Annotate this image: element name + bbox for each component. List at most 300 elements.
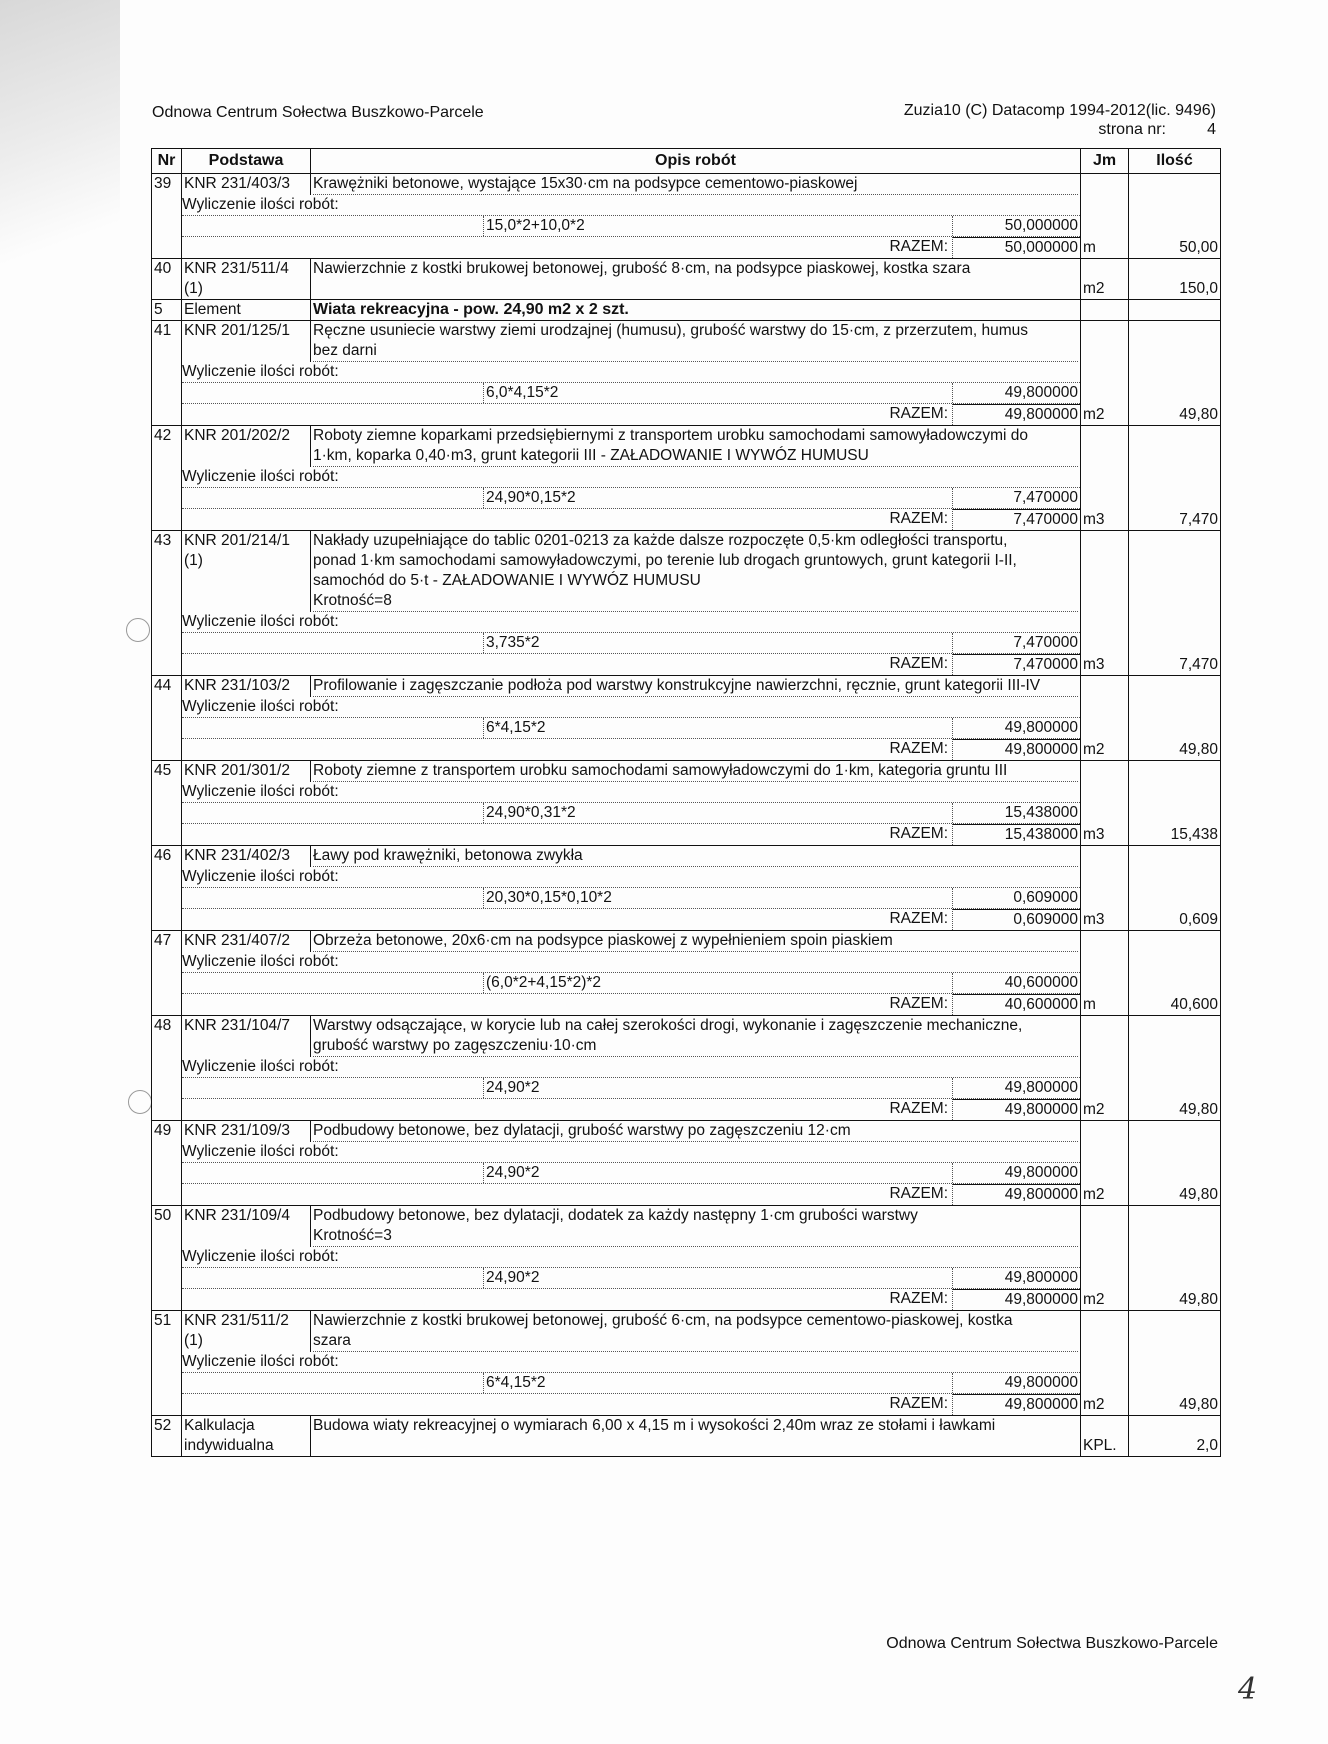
calc-label: Wyliczenie ilości robót:: [182, 195, 1080, 216]
formula-value: 49,800000: [952, 383, 1080, 403]
quantity: 49,80: [1179, 1396, 1218, 1413]
unit-cell: [1081, 321, 1129, 426]
col-header-nr: Nr: [152, 149, 182, 174]
formula-row: [182, 1078, 1080, 1099]
calc-row: [152, 1247, 1221, 1311]
item-number-cell-cont: [152, 362, 182, 426]
total-row: [182, 654, 1080, 675]
unit-cell: [1081, 259, 1129, 300]
table-row: [152, 426, 1221, 468]
quantity-calculation: [182, 867, 1081, 931]
formula-spacer: [182, 973, 483, 993]
formula-spacer: [182, 633, 483, 653]
item-number: 47: [154, 932, 172, 949]
basis-cell: [182, 846, 311, 868]
unit-cell: [1081, 761, 1129, 846]
header-software-info: [904, 101, 1216, 139]
basis-line: KNR 231/407/2: [184, 932, 290, 949]
description-line: Roboty ziemne koparkami przedsiębiernymi z transportem urobku samochodami samowyładowczymi do: [313, 427, 1029, 444]
description-block: [313, 1206, 1078, 1247]
quantity-cell: [1129, 531, 1221, 676]
calc-label: Wyliczenie ilości robót:: [182, 1352, 1080, 1373]
table-row: [152, 1016, 1221, 1058]
formula-row: [182, 1163, 1080, 1184]
total-label: RAZEM:: [889, 405, 948, 422]
col-header-jm: Jm: [1081, 149, 1129, 174]
formula: (6,0*2+4,15*2)*2: [483, 973, 952, 993]
formula: 24,90*0,31*2: [483, 803, 952, 823]
calc-row: [152, 867, 1221, 931]
page-number: 4: [1207, 121, 1216, 138]
formula: 3,735*2: [483, 633, 952, 653]
basis-line: (1): [184, 280, 203, 297]
total-value: 49,800000: [952, 404, 1080, 425]
item-number-cell: [152, 174, 182, 196]
quantity: 50,00: [1179, 239, 1218, 256]
description-line: Profilowanie i zagęszczanie podłoża pod warstwy konstrukcyjne nawierzchni, ręcznie, grunt kategorii III-IV: [313, 677, 1041, 694]
basis-cell: [182, 1016, 311, 1058]
description-block: [313, 174, 1078, 195]
basis-cell: [182, 1121, 311, 1143]
formula-value: 40,600000: [952, 973, 1080, 993]
unit: m: [1083, 239, 1096, 256]
calc-label: Wyliczenie ilości robót:: [182, 697, 1080, 718]
calc-label: Wyliczenie ilości robót:: [182, 952, 1080, 973]
description-block: [313, 531, 1078, 612]
item-number: 48: [154, 1017, 172, 1034]
formula-spacer: [182, 216, 483, 236]
formula-row: [182, 1268, 1080, 1289]
item-number-cell: [152, 761, 182, 783]
formula-value: 0,609000: [952, 888, 1080, 908]
header-page-line: [904, 120, 1216, 139]
unit-cell: [1081, 676, 1129, 761]
quantity-cell: [1129, 1121, 1221, 1206]
basis-cell: [182, 259, 311, 300]
calc-row: [152, 1352, 1221, 1416]
punch-hole-mark: [126, 618, 150, 642]
basis-cell: [182, 1311, 311, 1353]
item-number-cell-cont: [152, 1057, 182, 1121]
calc-row: [152, 467, 1221, 531]
quantity-cell: [1129, 1016, 1221, 1121]
item-number-cell-cont: [152, 1142, 182, 1206]
quantity-cell: [1129, 931, 1221, 1016]
total-value: 40,600000: [952, 994, 1080, 1015]
quantity: 49,80: [1179, 406, 1218, 423]
quantity-calculation: [182, 1057, 1081, 1121]
description-line: Warstwy odsączające, w korycie lub na całej szerokości drogi, wykonanie i zagęszczenie mechaniczne,: [313, 1017, 1023, 1034]
description-line: Krotność=8: [313, 592, 392, 609]
description-block: [313, 676, 1078, 697]
unit-cell: [1081, 531, 1129, 676]
description-cell: [311, 259, 1081, 300]
item-number: 42: [154, 427, 172, 444]
quantity-cell: [1129, 1311, 1221, 1416]
description-block: [313, 1416, 1078, 1436]
item-number-cell-cont: [152, 867, 182, 931]
formula-row: [182, 718, 1080, 739]
table-row: [152, 1416, 1221, 1457]
description-line: Budowa wiaty rekreacyjnej o wymiarach 6,00 x 4,15 m i wysokości 2,40m wraz ze stołami i ławkami: [313, 1417, 996, 1434]
quantity-cell: [1129, 846, 1221, 931]
formula-value: 7,470000: [952, 633, 1080, 653]
page-label: strona nr:: [1098, 121, 1166, 138]
item-number: 43: [154, 532, 172, 549]
description-line: Nawierzchnie z kostki brukowej betonowej, grubość 8·cm, na podsypce piaskowej, kostka szara: [313, 260, 971, 277]
col-header-opis: Opis robót: [311, 149, 1081, 174]
table-row: [152, 1311, 1221, 1353]
calc-label: Wyliczenie ilości robót:: [182, 612, 1080, 633]
formula-row: [182, 383, 1080, 404]
formula-row: [182, 1373, 1080, 1394]
unit: m2: [1083, 1396, 1105, 1413]
description-cell: [311, 531, 1081, 613]
quantity-cell: [1129, 259, 1221, 300]
unit: m2: [1083, 1186, 1105, 1203]
unit-cell: [1081, 1016, 1129, 1121]
item-number-cell: [152, 1016, 182, 1058]
unit: m2: [1083, 741, 1105, 758]
item-number: 40: [154, 260, 172, 277]
description-block: [313, 761, 1078, 782]
basis-line: Element: [184, 301, 241, 318]
quantity-calculation: [182, 612, 1081, 676]
calc-label: Wyliczenie ilości robót:: [182, 867, 1080, 888]
item-number-cell-cont: [152, 612, 182, 676]
total-label: RAZEM:: [889, 995, 948, 1012]
table-row: [152, 1206, 1221, 1248]
scan-edge-shadow: [0, 0, 120, 400]
formula-value: 49,800000: [952, 1373, 1080, 1393]
formula-value: 49,800000: [952, 718, 1080, 738]
total-label: RAZEM:: [889, 238, 948, 255]
calc-label: Wyliczenie ilości robót:: [182, 362, 1080, 383]
basis-cell: [182, 531, 311, 613]
unit: m2: [1083, 1291, 1105, 1308]
total-label: RAZEM:: [889, 825, 948, 842]
item-number-cell: [152, 426, 182, 468]
quantity-cell: [1129, 1416, 1221, 1457]
formula: 20,30*0,15*0,10*2: [483, 888, 952, 908]
item-number: 52: [154, 1417, 172, 1434]
formula-value: 50,000000: [952, 216, 1080, 236]
quantity: 0,609: [1179, 911, 1218, 928]
formula-spacer: [182, 1373, 483, 1393]
formula-value: 15,438000: [952, 803, 1080, 823]
description-line: bez darni: [313, 342, 377, 359]
calc-row: [152, 1142, 1221, 1206]
formula: 24,90*0,15*2: [483, 488, 952, 508]
formula-spacer: [182, 1078, 483, 1098]
calc-row: [152, 612, 1221, 676]
total-label: RAZEM:: [889, 510, 948, 527]
item-number-cell: [152, 1416, 182, 1457]
formula: 15,0*2+10,0*2: [483, 216, 952, 236]
item-number-cell: [152, 931, 182, 953]
table-row: [152, 321, 1221, 363]
description-block: [313, 931, 1078, 952]
description-block: [313, 300, 1078, 320]
unit: m2: [1083, 406, 1105, 423]
description-cell: [311, 1311, 1081, 1353]
table-row: [152, 761, 1221, 783]
item-number-cell: [152, 531, 182, 613]
basis-cell: [182, 676, 311, 698]
quantity-cell: [1129, 761, 1221, 846]
basis-cell: [182, 174, 311, 196]
item-number: 46: [154, 847, 172, 864]
total-row: [182, 237, 1080, 258]
total-value: 50,000000: [952, 237, 1080, 258]
description-cell: [311, 426, 1081, 468]
description-line: szara: [313, 1332, 351, 1349]
description-line: Nawierzchnie z kostki brukowej betonowej, grubość 6·cm, na podsypce cementowo-piaskowej, kostka: [313, 1312, 1013, 1329]
punch-hole-mark: [128, 1090, 152, 1114]
basis-line: indywidualna: [184, 1437, 274, 1454]
total-label: RAZEM:: [889, 910, 948, 927]
basis-cell: [182, 300, 311, 321]
description-cell: [311, 1121, 1081, 1143]
formula-spacer: [182, 718, 483, 738]
description-line: ponad 1·km samochodami samowyładowczymi, po terenie lub drogach gruntowych, grunt kategorii I-II,: [313, 552, 1017, 569]
calc-label: Wyliczenie ilości robót:: [182, 1142, 1080, 1163]
calc-label: Wyliczenie ilości robót:: [182, 782, 1080, 803]
quantity-cell: [1129, 676, 1221, 761]
total-value: 15,438000: [952, 824, 1080, 845]
unit: m2: [1083, 280, 1105, 297]
formula-row: [182, 973, 1080, 994]
quantity-calculation: [182, 1142, 1081, 1206]
item-number: 49: [154, 1122, 172, 1139]
description-cell: [311, 676, 1081, 698]
formula: 6*4,15*2: [483, 1373, 952, 1393]
formula: 6*4,15*2: [483, 718, 952, 738]
basis-cell: [182, 1206, 311, 1248]
total-row: [182, 1184, 1080, 1205]
total-row: [182, 824, 1080, 845]
quantity: 15,438: [1170, 826, 1218, 843]
description-line: Nakłady uzupełniające do tablic 0201-0213 za każde dalsze rozpoczęte 0,5·km odległości transportu,: [313, 532, 1008, 549]
item-number-cell: [152, 1311, 182, 1353]
item-number: 44: [154, 677, 172, 694]
basis-cell: [182, 931, 311, 953]
quantity: 7,470: [1179, 511, 1218, 528]
total-row: [182, 739, 1080, 760]
calc-row: [152, 1057, 1221, 1121]
total-value: 49,800000: [952, 1289, 1080, 1310]
basis-line: (1): [184, 1332, 203, 1349]
basis-cell: [182, 426, 311, 468]
unit-cell: [1081, 1121, 1129, 1206]
quantity: 2,0: [1196, 1437, 1218, 1454]
unit-cell: [1081, 1416, 1129, 1457]
quantity: 49,80: [1179, 1101, 1218, 1118]
formula-spacer: [182, 488, 483, 508]
description-cell: [311, 846, 1081, 868]
description-block: [313, 1121, 1078, 1142]
quantity-calculation: [182, 952, 1081, 1016]
total-row: [182, 994, 1080, 1015]
unit-cell: [1081, 174, 1129, 259]
table-row: [152, 259, 1221, 300]
quantity-calculation: [182, 195, 1081, 259]
description-cell: [311, 174, 1081, 196]
total-value: 0,609000: [952, 909, 1080, 930]
description-cell: [311, 1016, 1081, 1058]
unit: m3: [1083, 656, 1105, 673]
description-block: [313, 846, 1078, 867]
basis-line: KNR 231/104/7: [184, 1017, 290, 1034]
total-label: RAZEM:: [889, 1100, 948, 1117]
formula: 6,0*4,15*2: [483, 383, 952, 403]
formula-spacer: [182, 383, 483, 403]
header-license: Zuzia10 (C) Datacomp 1994-2012(lic. 9496): [903, 102, 1216, 119]
total-row: [182, 509, 1080, 530]
formula-value: 49,800000: [952, 1163, 1080, 1183]
quantity-calculation: [182, 697, 1081, 761]
total-row: [182, 909, 1080, 930]
calc-row: [152, 782, 1221, 846]
total-row: [182, 404, 1080, 425]
quantity-cell: [1129, 426, 1221, 531]
handwritten-page-number: 4: [1238, 1672, 1258, 1707]
description-line: Krotność=3: [313, 1227, 392, 1244]
description-line: Krawężniki betonowe, wystające 15x30·cm na podsypce cementowo-piaskowej: [313, 175, 858, 192]
item-number-cell: [152, 676, 182, 698]
quantity-calculation: [182, 1352, 1081, 1416]
table-row: [152, 174, 1221, 196]
basis-line: KNR 231/511/2: [184, 1312, 289, 1329]
description-line: Obrzeża betonowe, 20x6·cm na podsypce piaskowej z wypełnieniem spoin piaskiem: [313, 932, 893, 949]
unit: m3: [1083, 511, 1105, 528]
basis-line: KNR 201/301/2: [184, 762, 290, 779]
calc-row: [152, 952, 1221, 1016]
basis-line: KNR 201/214/1: [184, 532, 290, 549]
description-block: [313, 321, 1078, 362]
total-value: 49,800000: [952, 1394, 1080, 1415]
item-number: 39: [154, 175, 172, 192]
table-row: [152, 846, 1221, 868]
col-header-ilosc: Ilość: [1129, 149, 1221, 174]
description-cell: [311, 1206, 1081, 1248]
item-number: 51: [154, 1312, 172, 1329]
basis-line: KNR 231/109/4: [184, 1207, 290, 1224]
unit: m3: [1083, 911, 1105, 928]
description-cell: [311, 300, 1081, 321]
calc-label: Wyliczenie ilości robót:: [182, 1247, 1080, 1268]
formula-row: [182, 216, 1080, 237]
total-value: 7,470000: [952, 654, 1080, 675]
item-number-cell-cont: [152, 697, 182, 761]
formula-spacer: [182, 1163, 483, 1183]
unit: m3: [1083, 826, 1105, 843]
item-number-cell: [152, 1206, 182, 1248]
item-number-cell: [152, 259, 182, 300]
formula-value: 7,470000: [952, 488, 1080, 508]
description-line: 1·km, koparka 0,40·m3, grunt kategorii III - ZAŁADOWANIE I WYWÓZ HUMUSU: [313, 447, 869, 464]
total-label: RAZEM:: [889, 655, 948, 672]
table-header-row: [152, 149, 1221, 174]
description-line: Podbudowy betonowe, bez dylatacji, grubość warstwy po zagęszczeniu 12·cm: [313, 1122, 851, 1139]
item-number-cell: [152, 321, 182, 363]
item-number-cell-cont: [152, 1352, 182, 1416]
col-header-podstawa: Podstawa: [182, 149, 311, 174]
basis-cell: [182, 321, 311, 363]
header-project-name: Odnowa Centrum Sołectwa Buszkowo-Parcele: [152, 104, 484, 121]
total-value: 7,470000: [952, 509, 1080, 530]
unit-cell: [1081, 931, 1129, 1016]
description-cell: [311, 1416, 1081, 1457]
total-value: 49,800000: [952, 739, 1080, 760]
description-cell: [311, 321, 1081, 363]
quantity-calculation: [182, 1247, 1081, 1311]
formula-row: [182, 488, 1080, 509]
description-cell: [311, 931, 1081, 953]
basis-line: KNR 231/402/3: [184, 847, 290, 864]
unit-cell: [1081, 846, 1129, 931]
unit-cell: [1081, 1311, 1129, 1416]
description-line: Podbudowy betonowe, bez dylatacji, dodatek za każdy następny 1·cm grubości warstwy: [313, 1207, 918, 1224]
total-value: 49,800000: [952, 1184, 1080, 1205]
item-number: 41: [154, 322, 172, 339]
unit: m: [1083, 996, 1096, 1013]
quantity-cell: [1129, 1206, 1221, 1311]
quantity: 40,600: [1170, 996, 1218, 1013]
unit-cell: [1081, 300, 1129, 321]
total-label: RAZEM:: [889, 740, 948, 757]
formula-spacer: [182, 888, 483, 908]
unit: KPL.: [1083, 1437, 1117, 1454]
basis-line: Kalkulacja: [184, 1417, 255, 1434]
description-line: Ławy pod krawężniki, betonowa zwykła: [313, 847, 583, 864]
cost-estimate-table: [151, 148, 1221, 1457]
item-number-cell-cont: [152, 195, 182, 259]
calc-row: [152, 362, 1221, 426]
formula: 24,90*2: [483, 1163, 952, 1183]
total-label: RAZEM:: [889, 1185, 948, 1202]
formula-spacer: [182, 1268, 483, 1288]
basis-cell: [182, 1416, 311, 1457]
description-block: [313, 426, 1078, 467]
quantity-calculation: [182, 782, 1081, 846]
description-line: Roboty ziemne z transportem urobku samochodami samowyładowczymi do 1·km, kategoria gruntu III: [313, 762, 1008, 779]
unit-cell: [1081, 426, 1129, 531]
quantity-cell: [1129, 174, 1221, 259]
table-row: [152, 931, 1221, 953]
calc-row: [152, 697, 1221, 761]
basis-line: KNR 201/202/2: [184, 427, 290, 444]
quantity-cell: [1129, 321, 1221, 426]
total-label: RAZEM:: [889, 1290, 948, 1307]
item-number: 50: [154, 1207, 172, 1224]
quantity: 7,470: [1179, 656, 1218, 673]
table-row: [152, 531, 1221, 613]
quantity: 49,80: [1179, 741, 1218, 758]
calc-row: [152, 195, 1221, 259]
formula: 24,90*2: [483, 1268, 952, 1288]
description-block: [313, 1311, 1078, 1352]
table-row: [152, 300, 1221, 321]
quantity-calculation: [182, 467, 1081, 531]
formula-row: [182, 633, 1080, 654]
total-label: RAZEM:: [889, 1395, 948, 1412]
description-line: Wiata rekreacyjna - pow. 24,90 m2 x 2 szt.: [313, 301, 629, 318]
formula: 24,90*2: [483, 1078, 952, 1098]
description-line: grubość warstwy po zagęszczeniu·10·cm: [313, 1037, 597, 1054]
total-row: [182, 1289, 1080, 1310]
quantity-cell: [1129, 300, 1221, 321]
